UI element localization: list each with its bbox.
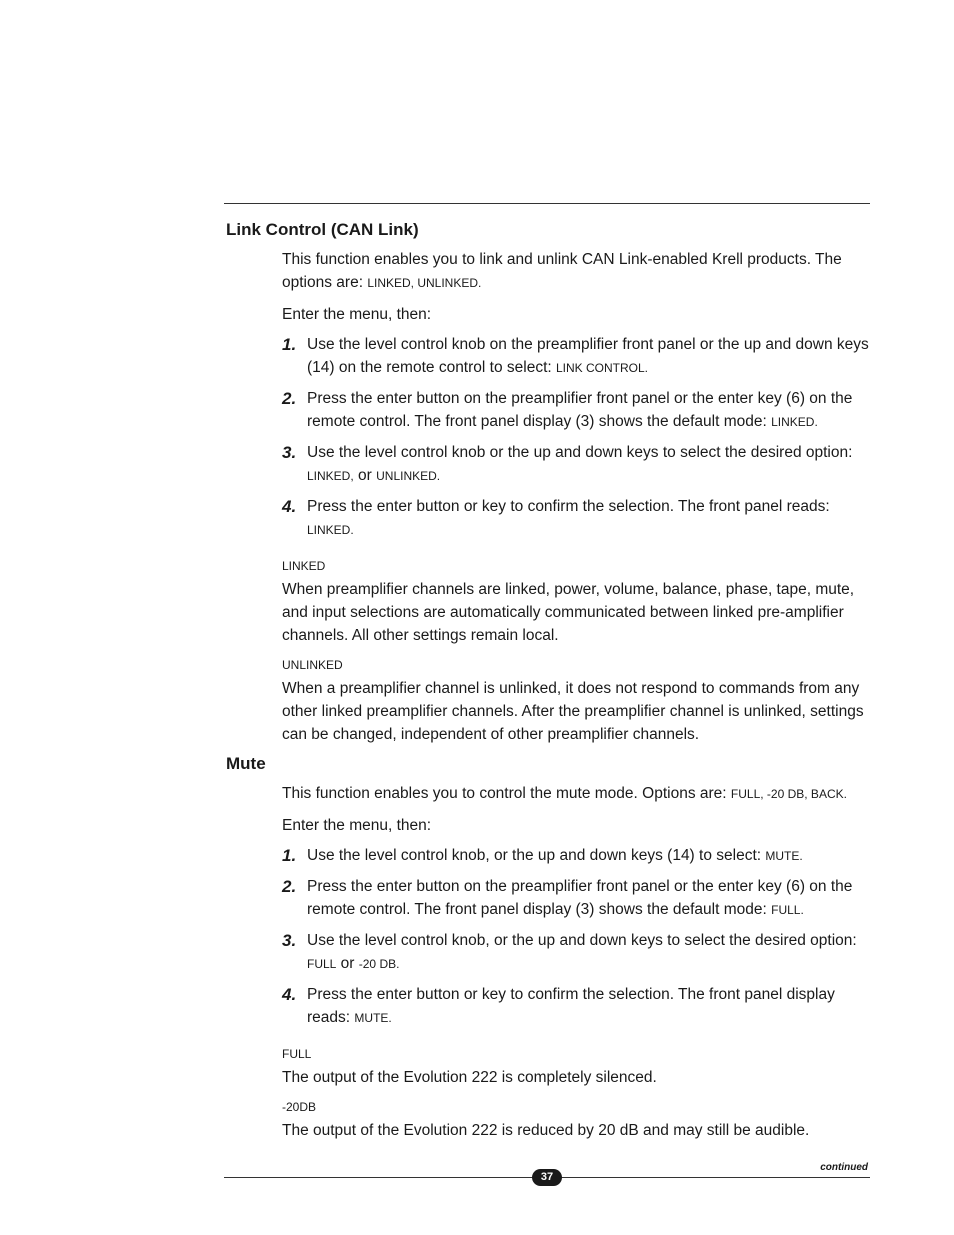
step-number: 1. — [282, 845, 297, 865]
step-number: 3. — [282, 442, 297, 462]
unlinked-heading: UNLINKED — [282, 657, 343, 672]
minus20db-description: The output of the Evolution 222 is reduced by 20 dB and may still be audible. — [282, 1121, 810, 1139]
step-number: 4. — [282, 496, 297, 516]
step-3: 3. Use the level control knob or the up and down keys to select the desired option: LINKED, or UNLINKED. — [282, 441, 870, 488]
mute-intro: This function enables you to control the mute mode. Options are: FULL, -20 DB, BACK. — [282, 784, 847, 802]
page-number-badge: 37 — [532, 1169, 562, 1186]
enter-menu-text: Enter the menu, then: — [282, 305, 432, 323]
options-list: LINKED, UNLINKED. — [367, 275, 482, 290]
minus20db-heading: -20DB — [282, 1099, 317, 1114]
mute-body — [282, 782, 870, 1142]
step-1: 1. Use the level control knob, or the up and down keys (14) to select: MUTE. — [282, 844, 870, 868]
full-heading: FULL — [282, 1046, 312, 1061]
enter-menu-text: Enter the menu, then: — [282, 816, 432, 834]
link-control-intro: This function enables you to link and unlink CAN Link-enabled Krell products. The options are: LINKED, UNLINKED. — [282, 250, 842, 291]
step-4: 4. Press the enter button or key to confirm the selection. The front panel reads: LINKED. — [282, 495, 870, 542]
top-rule — [224, 203, 870, 204]
continued-label: continued — [820, 1162, 868, 1173]
linked-heading: LINKED — [282, 558, 326, 573]
step-number: 2. — [282, 876, 297, 896]
page-content — [226, 218, 870, 1142]
linked-description: When preamplifier channels are linked, power, volume, balance, phase, tape, mute, and input selections are automatically communicated between linked pre-amplifier channels. All other settings remain local. — [282, 580, 855, 644]
step-1: 1. Use the level control knob on the preamplifier front panel or the up and down keys (14) on the remote control to select: LINK CONTROL. — [282, 333, 870, 380]
step-number: 3. — [282, 930, 297, 950]
unlinked-description: When a preamplifier channel is unlinked, it does not respond to commands from any other linked preamplifier channels. After the preamplifier channel is unlinked, settings can be changed, independent of other preamplifier channels. — [282, 679, 864, 743]
link-control-body — [282, 248, 870, 746]
step-number: 2. — [282, 388, 297, 408]
full-description: The output of the Evolution 222 is completely silenced. — [282, 1068, 657, 1086]
step-number: 1. — [282, 334, 297, 354]
step-3: 3. Use the level control knob, or the up and down keys to select the desired option: FULL or -20 DB. — [282, 929, 870, 976]
step-number: 4. — [282, 984, 297, 1004]
step-4: 4. Press the enter button or key to confirm the selection. The front panel display reads: MUTE. — [282, 983, 870, 1030]
options-list: FULL, -20 DB, BACK. — [730, 786, 847, 801]
step-2: 2. Press the enter button on the preamplifier front panel or the enter key (6) on the remote control. The front panel display (3) shows the default mode: LINKED. — [282, 387, 870, 434]
step-2: 2. Press the enter button on the preamplifier front panel or the enter key (6) on the remote control. The front panel display (3) shows the default mode: FULL. — [282, 875, 870, 922]
section-title-link-control: Link Control (CAN Link) — [226, 220, 419, 239]
section-title-mute: Mute — [226, 753, 266, 773]
